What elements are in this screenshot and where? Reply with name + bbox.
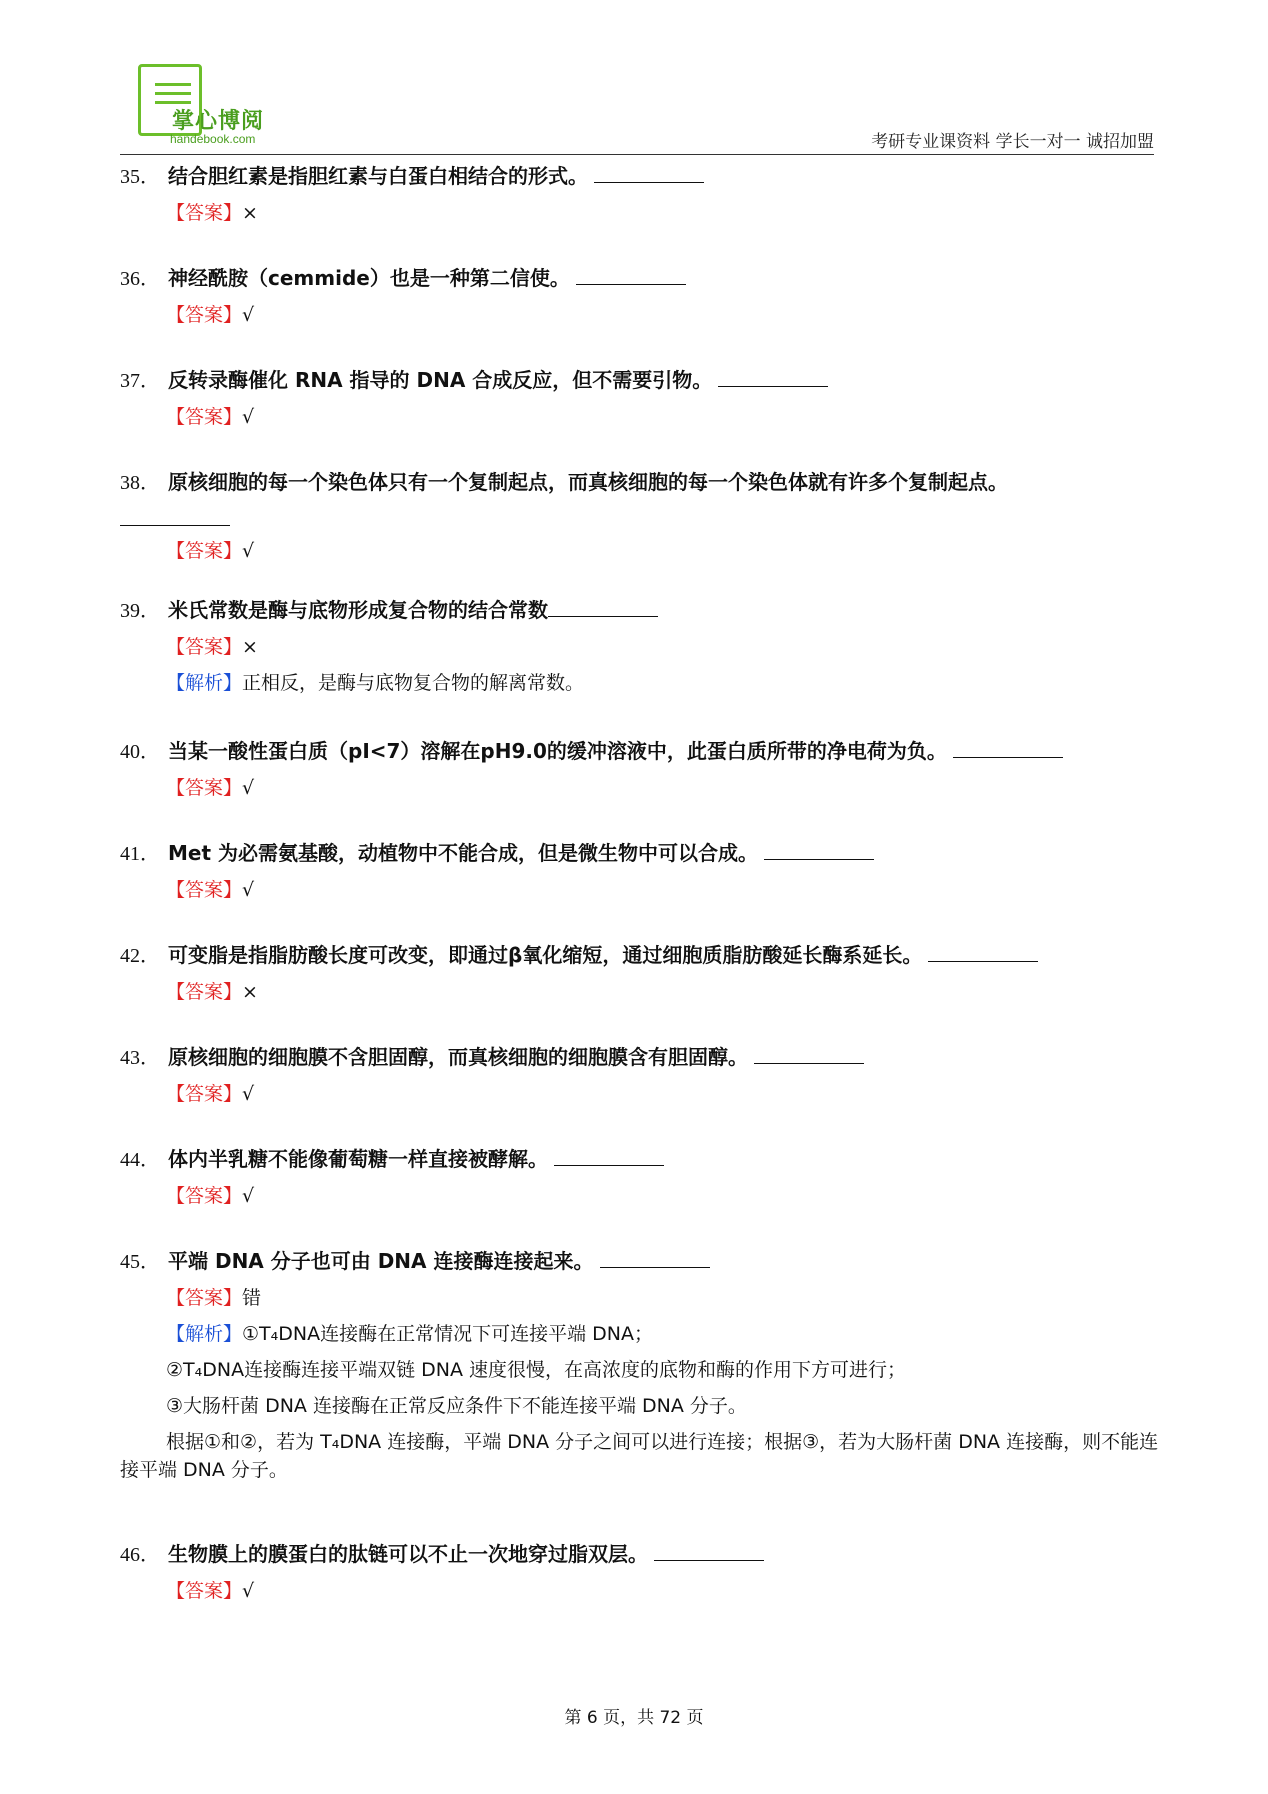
header-divider [120,154,1154,155]
answer-value: × [242,981,258,1003]
question-45 [120,1247,1160,1484]
answer-blank [764,841,874,860]
question-38 [120,468,1160,565]
question-number: 44． [120,1149,160,1171]
question-number: 45． [120,1251,160,1273]
header-slogan: 考研专业课资料 学长一对一 诚招加盟 [871,132,1154,152]
logo-title: 掌心博阅 [172,109,265,134]
answer-value: × [242,636,258,658]
logo [134,60,304,150]
answer-label: 【答案】 [166,540,243,562]
answer-blank [654,1542,764,1561]
answer-label: 【答案】 [166,777,243,799]
answer-value: 错 [242,1287,262,1309]
question-36 [120,264,1160,329]
question-text: 原核细胞的细胞膜不含胆固醇，而真核细胞的细胞膜含有胆固醇。 [168,1045,748,1069]
answer-label: 【答案】 [166,981,243,1003]
question-35 [120,162,1160,227]
question-number: 39． [120,600,160,622]
answer-blank [554,1147,664,1166]
answer-label: 【答案】 [166,1083,243,1105]
question-number: 38． [120,472,160,494]
explanation-label: 【解析】 [166,1323,243,1345]
question-text: 原核细胞的每一个染色体只有一个复制起点，而真核细胞的每一个染色体就有许多个复制起点。 [168,470,1008,494]
answer-blank [953,739,1063,758]
page-number-footer: 第 6 页，共 72 页 [564,1708,704,1728]
logo-url: handebook.com [170,132,256,146]
answer-blank [754,1045,864,1064]
answer-label: 【答案】 [166,1185,243,1207]
question-text: 反转录酶催化 RNA 指导的 DNA 合成反应，但不需要引物。 [168,368,713,392]
question-text: 生物膜上的膜蛋白的肽链可以不止一次地穿过脂双层。 [168,1542,648,1566]
answer-label: 【答案】 [166,304,243,326]
explanation-text: ②T₄DNA连接酶连接平端双链 DNA 速度很慢，在高浓度的底物和酶的作用下方可进行； [166,1359,907,1381]
question-number: 46． [120,1544,160,1566]
explanation-text: 正相反，是酶与底物复合物的解离常数。 [242,672,585,694]
question-text: 米氏常数是酶与底物形成复合物的结合常数 [168,598,548,622]
question-number: 36． [120,268,160,290]
answer-value: √ [242,406,255,428]
answer-label: 【答案】 [166,406,243,428]
question-37 [120,366,1160,431]
question-39 [120,596,1160,697]
answer-blank [548,598,658,617]
explanation-text: ③大肠杆菌 DNA 连接酶在正常反应条件下不能连接平端 DNA 分子。 [166,1395,747,1417]
question-text: Met 为必需氨基酸，动植物中不能合成，但是微生物中可以合成。 [168,841,758,865]
answer-blank [600,1249,710,1268]
question-46 [120,1540,1160,1605]
answer-value: √ [242,304,255,326]
question-number: 42． [120,945,160,967]
question-number: 35． [120,166,160,188]
answer-value: √ [242,1185,255,1207]
answer-blank [594,164,704,183]
explanation-label: 【解析】 [166,672,243,694]
explanation-text: ①T₄DNA连接酶在正常情况下可连接平端 DNA； [242,1323,653,1345]
answer-label: 【答案】 [166,1287,243,1309]
question-text: 体内半乳糖不能像葡萄糖一样直接被酵解。 [168,1147,548,1171]
question-text: 结合胆红素是指胆红素与白蛋白相结合的形式。 [168,164,588,188]
question-number: 40． [120,741,160,763]
answer-value: √ [242,1083,255,1105]
question-44 [120,1145,1160,1210]
answer-label: 【答案】 [166,202,243,224]
answer-label: 【答案】 [166,636,243,658]
answer-value: √ [242,540,255,562]
question-number: 37． [120,370,160,392]
question-text: 平端 DNA 分子也可由 DNA 连接酶连接起来。 [168,1249,594,1273]
answer-blank [576,266,686,285]
question-text: 当某一酸性蛋白质（pI<7）溶解在pH9.0的缓冲溶液中，此蛋白质所带的净电荷为负。 [168,739,947,763]
question-43 [120,1043,1160,1108]
answer-label: 【答案】 [166,879,243,901]
question-40 [120,737,1160,802]
answer-value: √ [242,777,255,799]
answer-blank [120,507,230,526]
answer-value: √ [242,879,255,901]
question-number: 41． [120,843,160,865]
explanation-paragraph: 根据①和②，若为 T₄DNA 连接酶，平端 DNA 分子之间可以进行连接；根据③，若为大肠杆菌 DNA 连接酶，则不能连接平端 DNA 分子。 [120,1431,1159,1481]
answer-blank [718,368,828,387]
answer-value: √ [242,1580,255,1602]
question-42 [120,941,1160,1006]
answer-label: 【答案】 [166,1580,243,1602]
answer-blank [928,943,1038,962]
answer-value: × [242,202,258,224]
question-41 [120,839,1160,904]
question-number: 43． [120,1047,160,1069]
question-text: 神经酰胺（cemmide）也是一种第二信使。 [168,266,570,290]
question-text: 可变脂是指脂肪酸长度可改变，即通过β氧化缩短，通过细胞质脂肪酸延长酶系延长。 [168,943,923,967]
